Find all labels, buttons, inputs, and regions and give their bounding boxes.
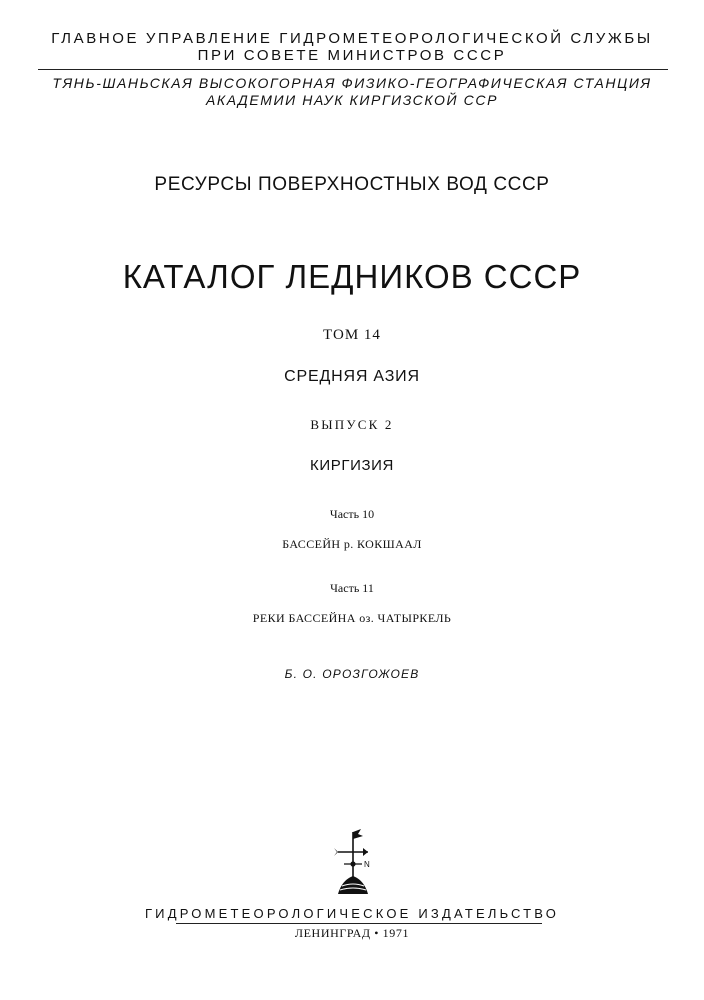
- institution-line-1: ТЯНЬ-ШАНЬСКАЯ ВЫСОКОГОРНАЯ ФИЗИКО-ГЕОГРАФИЧЕСКАЯ СТАНЦИЯ: [52, 75, 652, 91]
- weathervane-icon: [330, 826, 376, 896]
- organization-line-1: ГЛАВНОЕ УПРАВЛЕНИЕ ГИДРОМЕТЕОРОЛОГИЧЕСКОЙ СЛУЖБЫ: [51, 30, 653, 47]
- publisher-name: ГИДРОМЕТЕОРОЛОГИЧЕСКОЕ ИЗДАТЕЛЬСТВО: [144, 906, 560, 921]
- region-label: СРЕДНЯЯ АЗИЯ: [284, 368, 420, 385]
- institution-line-2: АКАДЕМИИ НАУК КИРГИЗСКОЙ ССР: [205, 92, 499, 108]
- part-10-label: Часть 10: [329, 507, 375, 521]
- author-name: Б. О. ОРОЗГОЖОЕВ: [284, 667, 420, 681]
- volume-label: ТОМ 14: [323, 327, 381, 343]
- country-label: КИРГИЗИЯ: [310, 457, 394, 474]
- svg-text:N: N: [364, 860, 370, 869]
- organization-line-2: ПРИ СОВЕТЕ МИНИСТРОВ СССР: [197, 47, 507, 64]
- part-11-label: Часть 11: [330, 581, 374, 595]
- city-year: ЛЕНИНГРАД • 1971: [294, 926, 410, 940]
- part-11-name: РЕКИ БАССЕЙНА оз. ЧАТЫРКЕЛЬ: [252, 611, 452, 625]
- issue-label: ВЫПУСК 2: [310, 417, 394, 432]
- header-divider: [38, 69, 668, 70]
- part-10-name: БАССЕЙН р. КОКШААЛ: [282, 537, 422, 551]
- footer-divider: [176, 923, 542, 924]
- book-title: КАТАЛОГ ЛЕДНИКОВ СССР: [122, 258, 582, 295]
- series-title: РЕСУРСЫ ПОВЕРХНОСТНЫХ ВОД СССР: [154, 174, 550, 195]
